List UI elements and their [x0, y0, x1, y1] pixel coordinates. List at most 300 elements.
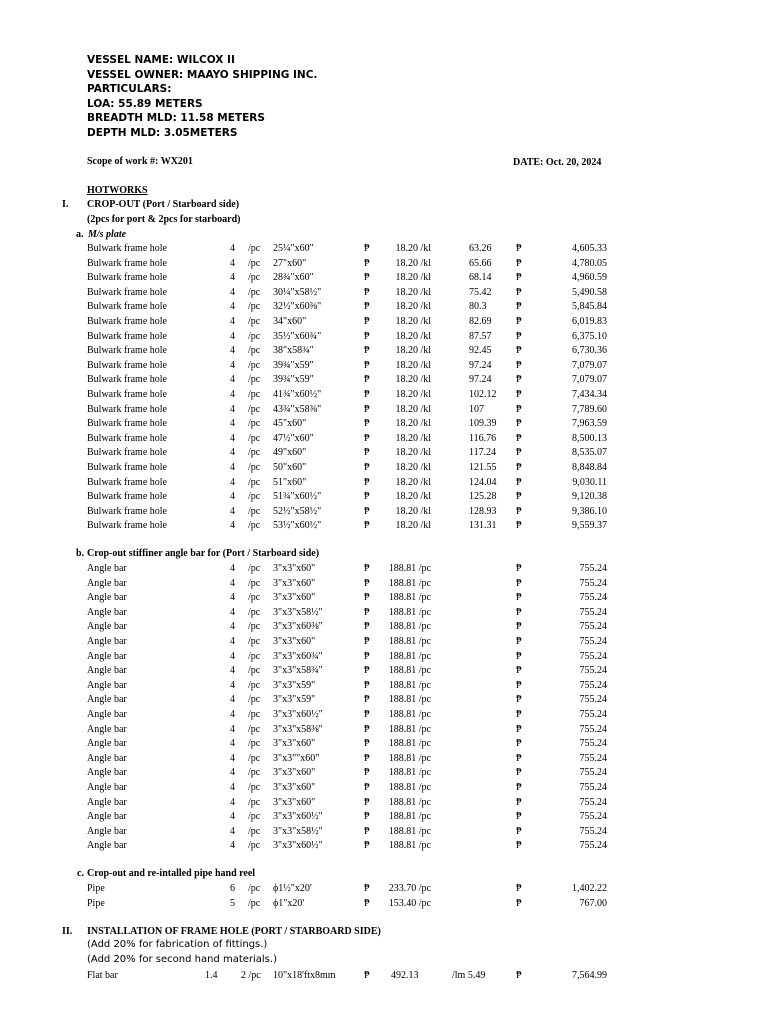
item-name: Angle bar	[87, 665, 127, 677]
item-running-length: 65.66	[469, 257, 492, 269]
item-size: 39¾"x59"	[273, 359, 314, 371]
table-row	[0, 620, 768, 635]
section-heading-hotworks: HOTWORKS	[87, 185, 148, 196]
peso-sign: ₱	[364, 897, 370, 909]
item-unit: /pc	[248, 316, 261, 327]
item-name: Bulwark frame hole	[87, 418, 167, 430]
item-running-length: 117.24	[469, 447, 497, 459]
table-row	[0, 490, 768, 505]
item-name: Bulwark frame hole	[87, 491, 167, 503]
item-qty: 4	[230, 272, 235, 284]
item-unit: /pc	[248, 606, 261, 618]
peso-sign: ₱	[364, 883, 370, 894]
item-amount: 7,434.34	[572, 389, 607, 400]
item-qty: 4	[230, 782, 235, 793]
item-amount: 755.24	[579, 796, 607, 808]
vessel-owner: VESSEL OWNER: MAAYO SHIPPING INC.	[87, 68, 318, 81]
item-qty: 5	[230, 897, 235, 909]
item-qty: 4	[230, 679, 235, 691]
item-qty: 4	[230, 389, 235, 400]
item-size: 25¼"x60"	[273, 243, 314, 254]
item-rate: 18.20 /kl	[395, 330, 431, 342]
peso-sign: ₱	[516, 447, 522, 459]
item-rate: 153.40 /pc	[388, 897, 431, 909]
item-size: 45"x60"	[273, 418, 307, 430]
item-rate: 18.20 /kl	[395, 505, 431, 517]
item-name: Angle bar	[87, 577, 127, 589]
peso-sign: ₱	[516, 257, 522, 269]
item-rate: 188.81 /pc	[388, 665, 431, 677]
peso-sign: ₱	[364, 243, 370, 254]
item-rate: 18.20 /kl	[395, 418, 431, 430]
item-running-length: 82.69	[469, 316, 492, 327]
item-rate: 18.20 /kl	[395, 491, 431, 503]
item-amount: 755.24	[579, 577, 607, 589]
item-amount: 4,960.59	[572, 272, 607, 284]
peso-sign: ₱	[364, 257, 370, 269]
item-unit: /pc	[248, 389, 261, 400]
item-qty: 4	[230, 709, 235, 720]
item-size: 3"x3"x60"	[273, 636, 316, 647]
item-rate: 188.81 /pc	[388, 811, 431, 823]
item-name: Angle bar	[87, 825, 127, 837]
item-rate: 18.20 /kl	[395, 345, 431, 357]
table-row	[0, 242, 768, 257]
table-row	[0, 635, 768, 650]
item-unit: /pc	[248, 403, 261, 415]
peso-sign: ₱	[516, 679, 522, 691]
item-size: 3"x3"x58½"	[273, 825, 323, 837]
item-unit: /pc	[248, 679, 261, 691]
peso-sign: ₱	[516, 665, 522, 677]
item-size: 27"x60"	[273, 257, 307, 269]
item-amount: 755.24	[579, 650, 607, 662]
peso-sign: ₱	[364, 796, 370, 808]
peso-sign: ₱	[364, 462, 370, 473]
peso-sign: ₱	[516, 752, 522, 764]
item-name: Angle bar	[87, 752, 127, 764]
item-running-length: 97.24	[469, 374, 492, 386]
item-qty: 6	[230, 883, 235, 894]
item-qty: 4	[230, 257, 235, 269]
item-qty: 4	[230, 345, 235, 357]
item-qty: 4	[230, 447, 235, 459]
item-size: 34"x60"	[273, 316, 307, 327]
section-2-note-1: (Add 20% for fabrication of fittings.)	[87, 939, 268, 950]
peso-sign: ₱	[364, 970, 370, 981]
peso-sign: ₱	[516, 970, 522, 981]
item-rate: 18.20 /kl	[395, 447, 431, 459]
item-unit: /pc	[248, 883, 261, 894]
item-amount: 1,402.22	[572, 883, 607, 894]
item-amount: 5,845.84	[572, 301, 607, 313]
item-qty: 4	[230, 563, 235, 574]
table-row	[0, 286, 768, 301]
peso-sign: ₱	[516, 330, 522, 342]
item-running-length: 80.3	[469, 301, 487, 313]
item-size: 3"x3"x58½"	[273, 606, 323, 618]
section-2-note-2: (Add 20% for second hand materials.)	[87, 954, 277, 965]
item-unit: /pc	[248, 476, 261, 488]
item-unit: /pc	[248, 301, 261, 313]
item-amount: 9,559.37	[572, 520, 607, 532]
peso-sign: ₱	[516, 301, 522, 313]
peso-sign: ₱	[364, 650, 370, 662]
item-running-length: 131.31	[469, 520, 497, 532]
item-qty: 4	[230, 577, 235, 589]
item-amount: 755.24	[579, 825, 607, 837]
item-running-length: 125.28	[469, 491, 497, 503]
table-row	[0, 476, 768, 491]
item-amount: 755.24	[579, 592, 607, 604]
item-unit: /pc	[248, 650, 261, 662]
peso-sign: ₱	[516, 403, 522, 415]
item-size: 30¼"x58½"	[273, 286, 322, 298]
item-rate: 188.81 /pc	[388, 709, 431, 720]
table-row	[0, 650, 768, 665]
peso-sign: ₱	[516, 738, 522, 750]
item-size: 32½"x60⅜"	[273, 301, 322, 313]
item-size: 3"x3"x60"	[273, 563, 316, 574]
scope-of-work: Scope of work #: WX201	[87, 156, 193, 167]
table-row	[0, 708, 768, 723]
item-rate: 188.81 /pc	[388, 796, 431, 808]
table-row	[0, 257, 768, 272]
item-running-length: 97.24	[469, 359, 492, 371]
item-size: 51¾"x60½"	[273, 491, 322, 503]
item-running-length: 109.39	[469, 418, 497, 430]
group-c-label: c.	[77, 868, 84, 879]
peso-sign: ₱	[364, 272, 370, 284]
table-row	[0, 882, 768, 897]
item-rate: 18.20 /kl	[395, 374, 431, 386]
table-row	[0, 591, 768, 606]
item-unit: /pc	[248, 665, 261, 677]
peso-sign: ₱	[364, 577, 370, 589]
table-row	[0, 839, 768, 854]
item-name: Angle bar	[87, 709, 127, 720]
item-name: Flat bar	[87, 970, 118, 981]
item-name: Bulwark frame hole	[87, 257, 167, 269]
loa: LOA: 55.89 METERS	[87, 97, 203, 110]
item-rate: 492.13	[391, 970, 419, 981]
item-name: Pipe	[87, 883, 105, 894]
item-unit: /pc	[248, 330, 261, 342]
item-amount: 7,079.07	[572, 359, 607, 371]
item-rate: 18.20 /kl	[395, 257, 431, 269]
peso-sign: ₱	[516, 476, 522, 488]
item-rate: 188.81 /pc	[388, 723, 431, 735]
peso-sign: ₱	[516, 897, 522, 909]
depth: DEPTH MLD: 3.05METERS	[87, 126, 238, 139]
table-row	[0, 796, 768, 811]
item-amount: 755.24	[579, 636, 607, 647]
item-qty: 4	[230, 359, 235, 371]
peso-sign: ₱	[516, 345, 522, 357]
item-rate: 188.81 /pc	[388, 738, 431, 750]
item-unit: /pc	[248, 738, 261, 750]
item-amount: 9,120.38	[572, 491, 607, 503]
item-amount: 755.24	[579, 709, 607, 720]
item-qty: 4	[230, 811, 235, 823]
item-amount: 755.24	[579, 782, 607, 793]
item-rate: 18.20 /kl	[395, 272, 431, 284]
group-c-title: Crop-out and re-intalled pipe hand reel	[87, 868, 256, 879]
peso-sign: ₱	[516, 389, 522, 400]
item-qty: 4	[230, 330, 235, 342]
peso-sign: ₱	[516, 825, 522, 837]
item-unit: /pc	[248, 592, 261, 604]
item-size: 10"x18'ftx8mm	[273, 970, 336, 981]
item-name: Bulwark frame hole	[87, 403, 167, 415]
item-qty: 4	[230, 520, 235, 532]
table-row	[0, 781, 768, 796]
table-row	[0, 737, 768, 752]
item-rate: 188.81 /pc	[388, 621, 431, 633]
peso-sign: ₱	[364, 359, 370, 371]
item-amount: 755.24	[579, 621, 607, 633]
item-unit: /pc	[248, 825, 261, 837]
item-amount: 755.24	[579, 811, 607, 823]
item-rate: 188.81 /pc	[388, 679, 431, 691]
peso-sign: ₱	[364, 418, 370, 430]
item-size: 39¾"x59"	[273, 374, 314, 386]
item-name: Angle bar	[87, 782, 127, 793]
item-size: 52½"x58½"	[273, 505, 322, 517]
item-unit: /pc	[248, 694, 261, 706]
table-row	[0, 344, 768, 359]
item-unit: /pc	[248, 272, 261, 284]
item-name: Angle bar	[87, 694, 127, 706]
item-qty: 4	[230, 694, 235, 706]
item-qty: 4	[230, 243, 235, 254]
peso-sign: ₱	[516, 316, 522, 327]
item-size: 3"x3"x60½"	[273, 811, 323, 823]
section-2-numeral: II.	[62, 926, 73, 937]
peso-sign: ₱	[516, 491, 522, 503]
item-running-length: 116.76	[469, 432, 497, 444]
item-name: Angle bar	[87, 738, 127, 750]
item-name: Bulwark frame hole	[87, 505, 167, 517]
peso-sign: ₱	[516, 840, 522, 852]
item-qty: 4	[230, 592, 235, 604]
peso-sign: ₱	[516, 621, 522, 633]
item-size: 3"x3"x58¾"	[273, 665, 323, 677]
peso-sign: ₱	[516, 505, 522, 517]
document-date: DATE: Oct. 20, 2024	[513, 157, 602, 168]
item-name: Angle bar	[87, 563, 127, 574]
peso-sign: ₱	[516, 462, 522, 473]
item-name: Bulwark frame hole	[87, 286, 167, 298]
item-unit: /pc	[248, 447, 261, 459]
item-qty: 4	[230, 476, 235, 488]
section-title: CROP-OUT (Port / Starboard side)	[87, 199, 240, 210]
item-unit: /pc	[248, 243, 261, 254]
table-row	[0, 271, 768, 286]
table-row	[0, 606, 768, 621]
item-name: Angle bar	[87, 796, 127, 808]
item-amount: 755.24	[579, 665, 607, 677]
item-amount: 4,780.05	[572, 257, 607, 269]
peso-sign: ₱	[516, 272, 522, 284]
section-2-title: INSTALLATION OF FRAME HOLE (PORT / STARBOARD SIDE)	[87, 926, 381, 937]
table-row	[0, 519, 768, 534]
peso-sign: ₱	[364, 694, 370, 706]
item-rate: 18.20 /kl	[395, 243, 431, 254]
peso-sign: ₱	[516, 359, 522, 371]
item-qty: 4	[230, 316, 235, 327]
peso-sign: ₱	[364, 782, 370, 793]
peso-sign: ₱	[364, 723, 370, 735]
item-amount: 7,079.07	[572, 374, 607, 386]
item-amount: 9,386.10	[572, 505, 607, 517]
item-rate: 188.81 /pc	[388, 840, 431, 852]
table-row	[0, 723, 768, 738]
item-size: 3"x3"x60½"	[273, 840, 323, 852]
item-unit: /pc	[248, 752, 261, 764]
table-row	[0, 577, 768, 592]
peso-sign: ₱	[516, 374, 522, 386]
peso-sign: ₱	[516, 723, 522, 735]
peso-sign: ₱	[364, 679, 370, 691]
item-rate: 18.20 /kl	[395, 359, 431, 371]
peso-sign: ₱	[364, 491, 370, 503]
table-row	[0, 766, 768, 781]
table-row	[0, 432, 768, 447]
item-rate: 188.81 /pc	[388, 825, 431, 837]
item-size: 3"x3"x60"	[273, 592, 316, 604]
peso-sign: ₱	[364, 374, 370, 386]
section-numeral: I.	[62, 199, 69, 210]
item-unit: /pc	[248, 767, 261, 779]
item-amount: 755.24	[579, 679, 607, 691]
item-running-length: 87.57	[469, 330, 492, 342]
peso-sign: ₱	[364, 606, 370, 618]
table-row	[0, 417, 768, 432]
item-name: Bulwark frame hole	[87, 316, 167, 327]
item-name: Angle bar	[87, 621, 127, 633]
peso-sign: ₱	[516, 796, 522, 808]
item-unit: /pc	[248, 709, 261, 720]
item-qty: 4	[230, 650, 235, 662]
item-name: Angle bar	[87, 592, 127, 604]
item-name: Angle bar	[87, 636, 127, 647]
item-size: 35½"x60¾"	[273, 330, 322, 342]
peso-sign: ₱	[364, 752, 370, 764]
item-size: 3"x3"x59"	[273, 694, 316, 706]
group-b-label: b.	[76, 548, 85, 559]
item-qty: 4	[230, 825, 235, 837]
item-unit: /pc	[248, 782, 261, 793]
item-size: 49"x60"	[273, 447, 307, 459]
item-rate: 188.81 /pc	[388, 636, 431, 647]
table-row	[0, 562, 768, 577]
item-rate: 18.20 /kl	[395, 316, 431, 327]
peso-sign: ₱	[364, 389, 370, 400]
item-amount: 8,848.84	[572, 462, 607, 473]
item-unit: /pc	[248, 432, 261, 444]
section-subtitle: (2pcs for port & 2pcs for starboard)	[87, 214, 241, 225]
item-name: Bulwark frame hole	[87, 345, 167, 357]
peso-sign: ₱	[516, 563, 522, 574]
item-running-length: 102.12	[469, 389, 497, 400]
item-size: 3"x3"x60"	[273, 767, 316, 779]
peso-sign: ₱	[364, 563, 370, 574]
peso-sign: ₱	[364, 476, 370, 488]
item-running-length: 92.45	[469, 345, 492, 357]
item-running-length: 128.93	[469, 505, 497, 517]
item-amount: 6,730.36	[572, 345, 607, 357]
item-unit: /pc	[248, 897, 261, 909]
group-a-title: M/s plate	[88, 229, 127, 240]
item-size: ϕ1½"x20'	[273, 883, 312, 894]
item-amount: 755.24	[579, 767, 607, 779]
item-amount: 755.24	[579, 563, 607, 574]
peso-sign: ₱	[364, 636, 370, 647]
item-qty: 4	[230, 767, 235, 779]
table-row	[0, 679, 768, 694]
item-amount: 7,564.99	[572, 970, 607, 981]
item-unit: /pc	[248, 374, 261, 386]
table-row	[0, 810, 768, 825]
item-unit: /pc	[248, 345, 261, 357]
peso-sign: ₱	[516, 432, 522, 444]
table-row	[0, 315, 768, 330]
item-unit: /pc	[248, 418, 261, 430]
item-name: Bulwark frame hole	[87, 330, 167, 342]
item-rate: 18.20 /kl	[395, 432, 431, 444]
peso-sign: ₱	[516, 709, 522, 720]
peso-sign: ₱	[364, 505, 370, 517]
peso-sign: ₱	[364, 811, 370, 823]
item-unit: /pc	[248, 563, 261, 574]
item-qty: 4	[230, 505, 235, 517]
item-unit: /pc	[248, 505, 261, 517]
item-name: Bulwark frame hole	[87, 389, 167, 400]
item-unit: /pc	[248, 840, 261, 852]
table-row	[0, 693, 768, 708]
table-row	[0, 359, 768, 374]
item-rate: 233.70 /pc	[388, 883, 431, 894]
item-qty: 4	[230, 796, 235, 808]
peso-sign: ₱	[516, 811, 522, 823]
vessel-header	[87, 53, 317, 141]
table-row	[0, 505, 768, 520]
item-rate: 18.20 /kl	[395, 462, 431, 473]
peso-sign: ₱	[516, 767, 522, 779]
peso-sign: ₱	[364, 665, 370, 677]
item-size: 3"x3"x59"	[273, 679, 316, 691]
item-qty: 4	[230, 723, 235, 735]
item-size: 3"x3"x60¾"	[273, 650, 323, 662]
item-running-length: 63.26	[469, 243, 492, 254]
peso-sign: ₱	[516, 243, 522, 254]
item-running-length: 121.55	[469, 462, 497, 473]
peso-sign: ₱	[364, 709, 370, 720]
item-size: 3"x3"x60"	[273, 577, 316, 589]
item-amount: 755.24	[579, 752, 607, 764]
peso-sign: ₱	[516, 606, 522, 618]
item-name: Angle bar	[87, 811, 127, 823]
peso-sign: ₱	[516, 883, 522, 894]
item-qty: 4	[230, 621, 235, 633]
item-rate: 188.81 /pc	[388, 606, 431, 618]
item-rate: 188.81 /pc	[388, 694, 431, 706]
peso-sign: ₱	[364, 301, 370, 313]
item-rate: 18.20 /kl	[395, 301, 431, 313]
item-rate: 188.81 /pc	[388, 577, 431, 589]
group-b-title: Crop-out stiffiner angle bar for (Port / Starboard side)	[87, 548, 320, 559]
